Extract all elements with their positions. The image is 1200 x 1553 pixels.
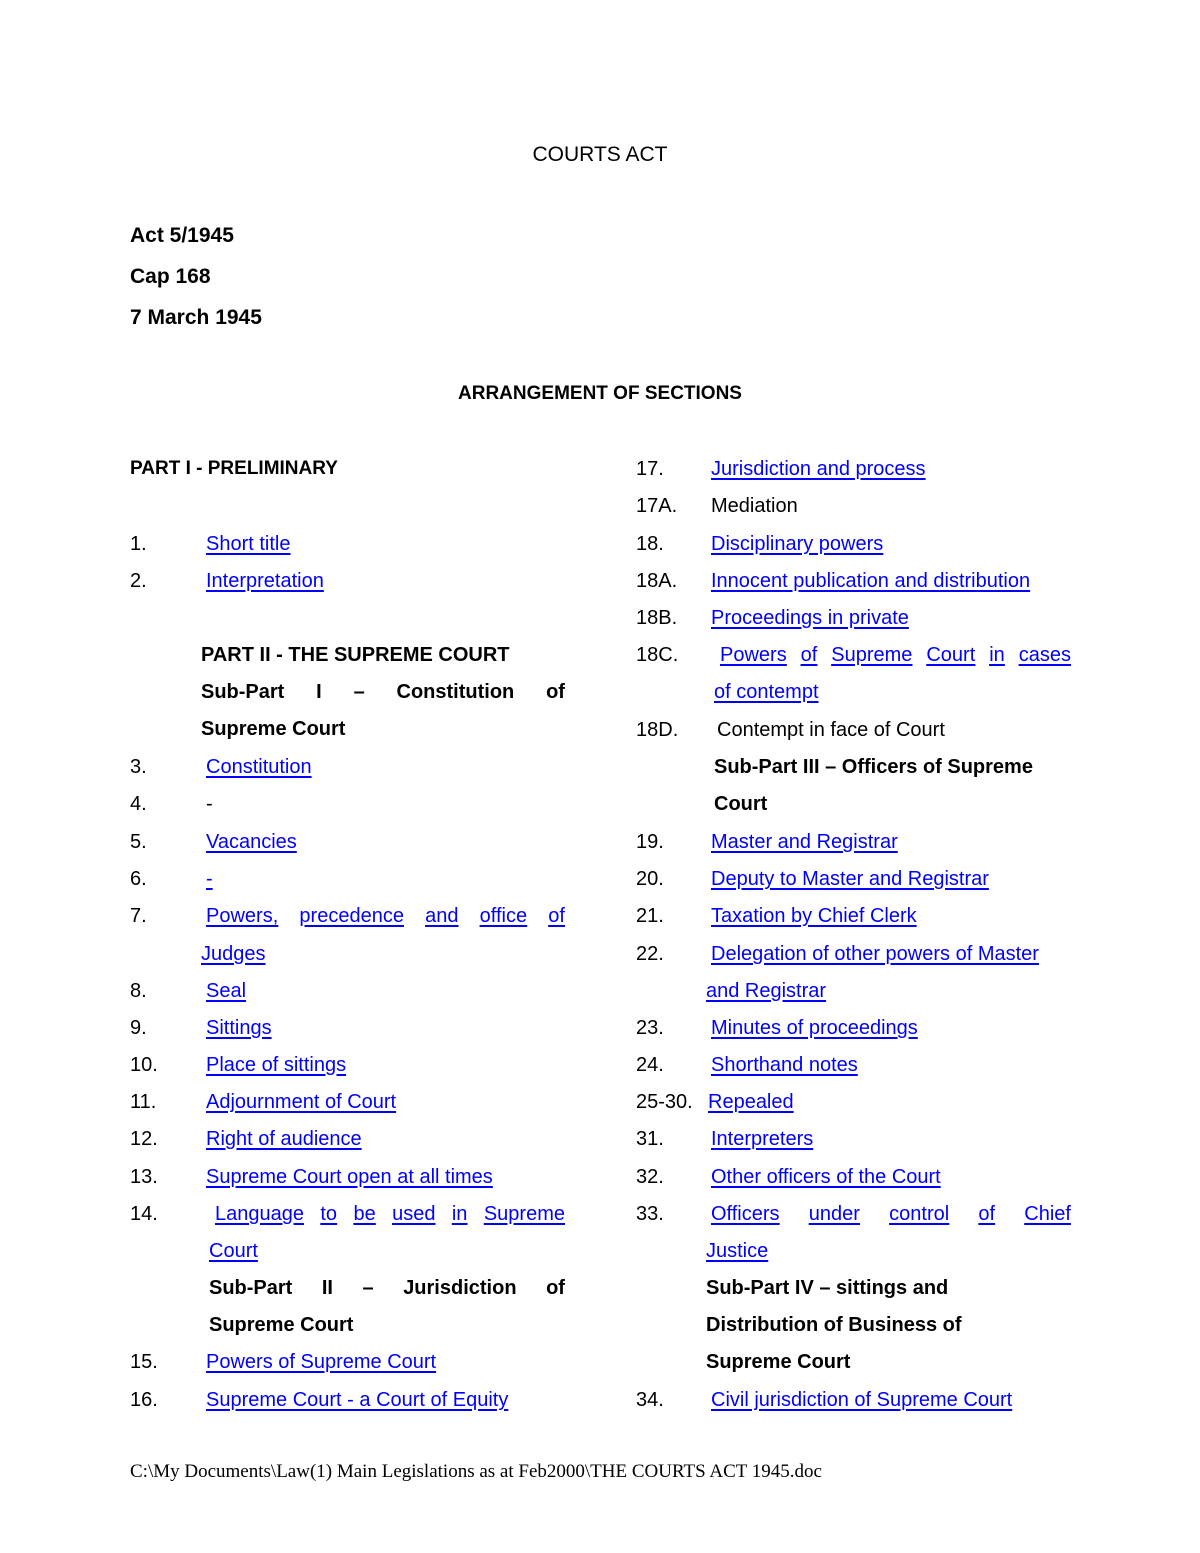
link-word[interactable]: Chief <box>1024 1203 1071 1225</box>
arrangement-heading: ARRANGEMENT OF SECTIONS <box>458 383 742 404</box>
link-word[interactable]: control <box>889 1203 950 1225</box>
heading-word: Sub-Part <box>209 1277 293 1299</box>
section-link-constitution[interactable]: Constitution <box>206 756 312 778</box>
section-number: 18A. <box>636 570 678 592</box>
section-link-place-of-sittings[interactable]: Place of sittings <box>206 1054 347 1076</box>
section-number: 32. <box>636 1166 664 1188</box>
heading-word: Constitution <box>396 681 515 703</box>
section-link-sittings[interactable]: Sittings <box>206 1017 272 1039</box>
subpart-2-heading-line2: Supreme Court <box>209 1314 354 1336</box>
section-number: 16. <box>130 1389 158 1411</box>
section-number: 4. <box>130 793 147 815</box>
link-word[interactable]: under <box>808 1203 860 1225</box>
link-word[interactable]: of <box>800 644 818 666</box>
link-word[interactable]: Officers <box>711 1203 780 1225</box>
subpart-3-heading-line2: Court <box>714 793 768 815</box>
heading-word: II <box>321 1277 333 1299</box>
link-word[interactable]: used <box>392 1203 436 1225</box>
section-number: 2. <box>130 570 147 592</box>
section-number: 20. <box>636 868 664 890</box>
link-word[interactable]: cases <box>1018 644 1071 666</box>
section-link-open-at-all-times[interactable]: Supreme Court open at all times <box>206 1166 493 1188</box>
section-number: 17. <box>636 458 664 480</box>
part-1-heading: PART I - PRELIMINARY <box>130 458 338 479</box>
document-title: COURTS ACT <box>532 143 668 166</box>
heading-word: – <box>362 1277 374 1299</box>
link-word[interactable]: and <box>425 905 459 927</box>
subpart-4-heading-line3: Supreme Court <box>706 1351 851 1373</box>
section-number: 14. <box>130 1203 158 1225</box>
section-text-contempt-in-face: Contempt in face of Court <box>717 719 945 741</box>
section-number: 15. <box>130 1351 158 1373</box>
section-number: 34. <box>636 1389 664 1411</box>
link-word[interactable]: Supreme <box>483 1203 565 1225</box>
link-word[interactable]: Powers <box>720 644 787 666</box>
section-link-powers-of-supreme-court[interactable]: Powers of Supreme Court <box>206 1351 437 1373</box>
act-date: 7 March 1945 <box>130 306 262 329</box>
section-link-6[interactable]: - <box>206 868 213 890</box>
section-link-officers-under-control[interactable] <box>711 1203 1071 1226</box>
footer-file-path: C:\My Documents\Law(1) Main Legislations as at Feb2000\THE COURTS ACT 1945.doc <box>130 1461 822 1482</box>
link-word[interactable]: Supreme <box>831 644 913 666</box>
link-word[interactable]: in <box>451 1203 468 1225</box>
link-word[interactable]: precedence <box>299 905 404 927</box>
heading-word: I <box>316 681 322 703</box>
link-word[interactable]: of <box>978 1203 996 1225</box>
section-number: 3. <box>130 756 147 778</box>
section-link-repealed[interactable]: Repealed <box>708 1091 794 1113</box>
section-number: 10. <box>130 1054 158 1076</box>
subpart-4-heading: Sub-Part IV – sittings and <box>706 1277 949 1299</box>
part-2-heading: PART II - THE SUPREME COURT <box>201 644 510 666</box>
section-number: 11. <box>130 1091 157 1113</box>
section-number: 22. <box>636 943 664 965</box>
section-number: 25-30. <box>636 1091 693 1113</box>
section-link-interpretation[interactable]: Interpretation <box>206 570 324 592</box>
section-number: 18. <box>636 533 664 555</box>
section-text-mediation: Mediation <box>711 495 798 517</box>
heading-word: – <box>353 681 365 703</box>
subpart-4-heading-line2: Distribution of Business of <box>706 1314 962 1336</box>
section-number: 18B. <box>636 607 678 629</box>
section-link-interpreters[interactable]: Interpreters <box>711 1128 814 1150</box>
section-number: 18C. <box>636 644 679 666</box>
link-word[interactable]: to <box>320 1203 338 1225</box>
section-link-adjournment[interactable]: Adjournment of Court <box>206 1091 397 1113</box>
heading-word: Jurisdiction <box>403 1277 517 1299</box>
section-link-language-line2[interactable]: Court <box>209 1240 258 1262</box>
section-link-delegation-line2[interactable]: and Registrar <box>706 980 827 1002</box>
section-link-short-title[interactable]: Short title <box>206 533 291 555</box>
section-number: 24. <box>636 1054 664 1076</box>
cap-number: Cap 168 <box>130 265 211 288</box>
section-number: 7. <box>130 905 147 927</box>
section-link-innocent-publication[interactable]: Innocent publication and distribution <box>711 570 1031 592</box>
section-number: 5. <box>130 831 147 853</box>
section-number: 9. <box>130 1017 147 1039</box>
section-link-powers-in-cases-of-contempt[interactable] <box>720 644 1071 667</box>
section-link-delegation[interactable]: Delegation of other powers of Master <box>711 943 1039 965</box>
section-number: 1. <box>130 533 147 555</box>
section-link-vacancies[interactable]: Vacancies <box>206 831 297 853</box>
section-link-other-officers[interactable]: Other officers of the Court <box>711 1166 941 1188</box>
act-number: Act 5/1945 <box>130 224 234 247</box>
section-number: 18D. <box>636 719 679 741</box>
section-link-taxation[interactable]: Taxation by Chief Clerk <box>711 905 917 927</box>
link-word[interactable]: office <box>479 905 528 927</box>
section-number: 12. <box>130 1128 158 1150</box>
section-link-powers-precedence-line2[interactable]: Judges <box>201 943 266 965</box>
section-number: 8. <box>130 980 147 1002</box>
section-link-civil-jurisdiction[interactable]: Civil jurisdiction of Supreme Court <box>711 1389 1013 1411</box>
section-link-deputy-to-master[interactable]: Deputy to Master and Registrar <box>711 868 989 890</box>
section-link-officers-under-control-line2[interactable]: Justice <box>706 1240 769 1262</box>
subpart-1-heading-line2: Supreme Court <box>201 718 346 740</box>
section-number: 17A. <box>636 495 678 517</box>
section-number: 13. <box>130 1166 158 1188</box>
subpart-3-heading: Sub-Part III – Officers of Supreme <box>714 756 1033 778</box>
heading-word: of <box>546 1277 565 1299</box>
section-link-minutes-of-proceedings[interactable]: Minutes of proceedings <box>711 1017 918 1039</box>
section-link-jurisdiction-and-process[interactable]: Jurisdiction and process <box>711 458 926 480</box>
section-link-powers-in-cases-of-contempt-line2[interactable]: of contempt <box>714 681 819 703</box>
link-word[interactable]: Language <box>215 1203 304 1225</box>
link-word[interactable]: be <box>353 1203 376 1225</box>
heading-word: of <box>546 681 565 703</box>
section-placeholder: - <box>206 793 213 815</box>
section-number: 21. <box>636 905 664 927</box>
link-word[interactable]: Powers, <box>206 905 279 927</box>
section-number: 23. <box>636 1017 664 1039</box>
link-word[interactable]: Court <box>926 644 976 666</box>
section-link-seal[interactable]: Seal <box>206 980 247 1002</box>
section-link-right-of-audience[interactable]: Right of audience <box>206 1128 362 1150</box>
section-number: 33. <box>636 1203 664 1225</box>
section-link-master-and-registrar[interactable]: Master and Registrar <box>711 831 898 853</box>
section-link-proceedings-in-private[interactable]: Proceedings in private <box>711 607 909 629</box>
section-number: 31. <box>636 1128 664 1150</box>
section-link-shorthand-notes[interactable]: Shorthand notes <box>711 1054 858 1076</box>
link-word[interactable]: of <box>548 905 565 927</box>
section-link-disciplinary-powers[interactable]: Disciplinary powers <box>711 533 884 555</box>
section-number: 6. <box>130 868 147 890</box>
link-word[interactable]: in <box>989 644 1005 666</box>
heading-word: Sub-Part <box>201 681 285 703</box>
section-number: 19. <box>636 831 664 853</box>
section-link-court-of-equity[interactable]: Supreme Court - a Court of Equity <box>206 1389 509 1411</box>
